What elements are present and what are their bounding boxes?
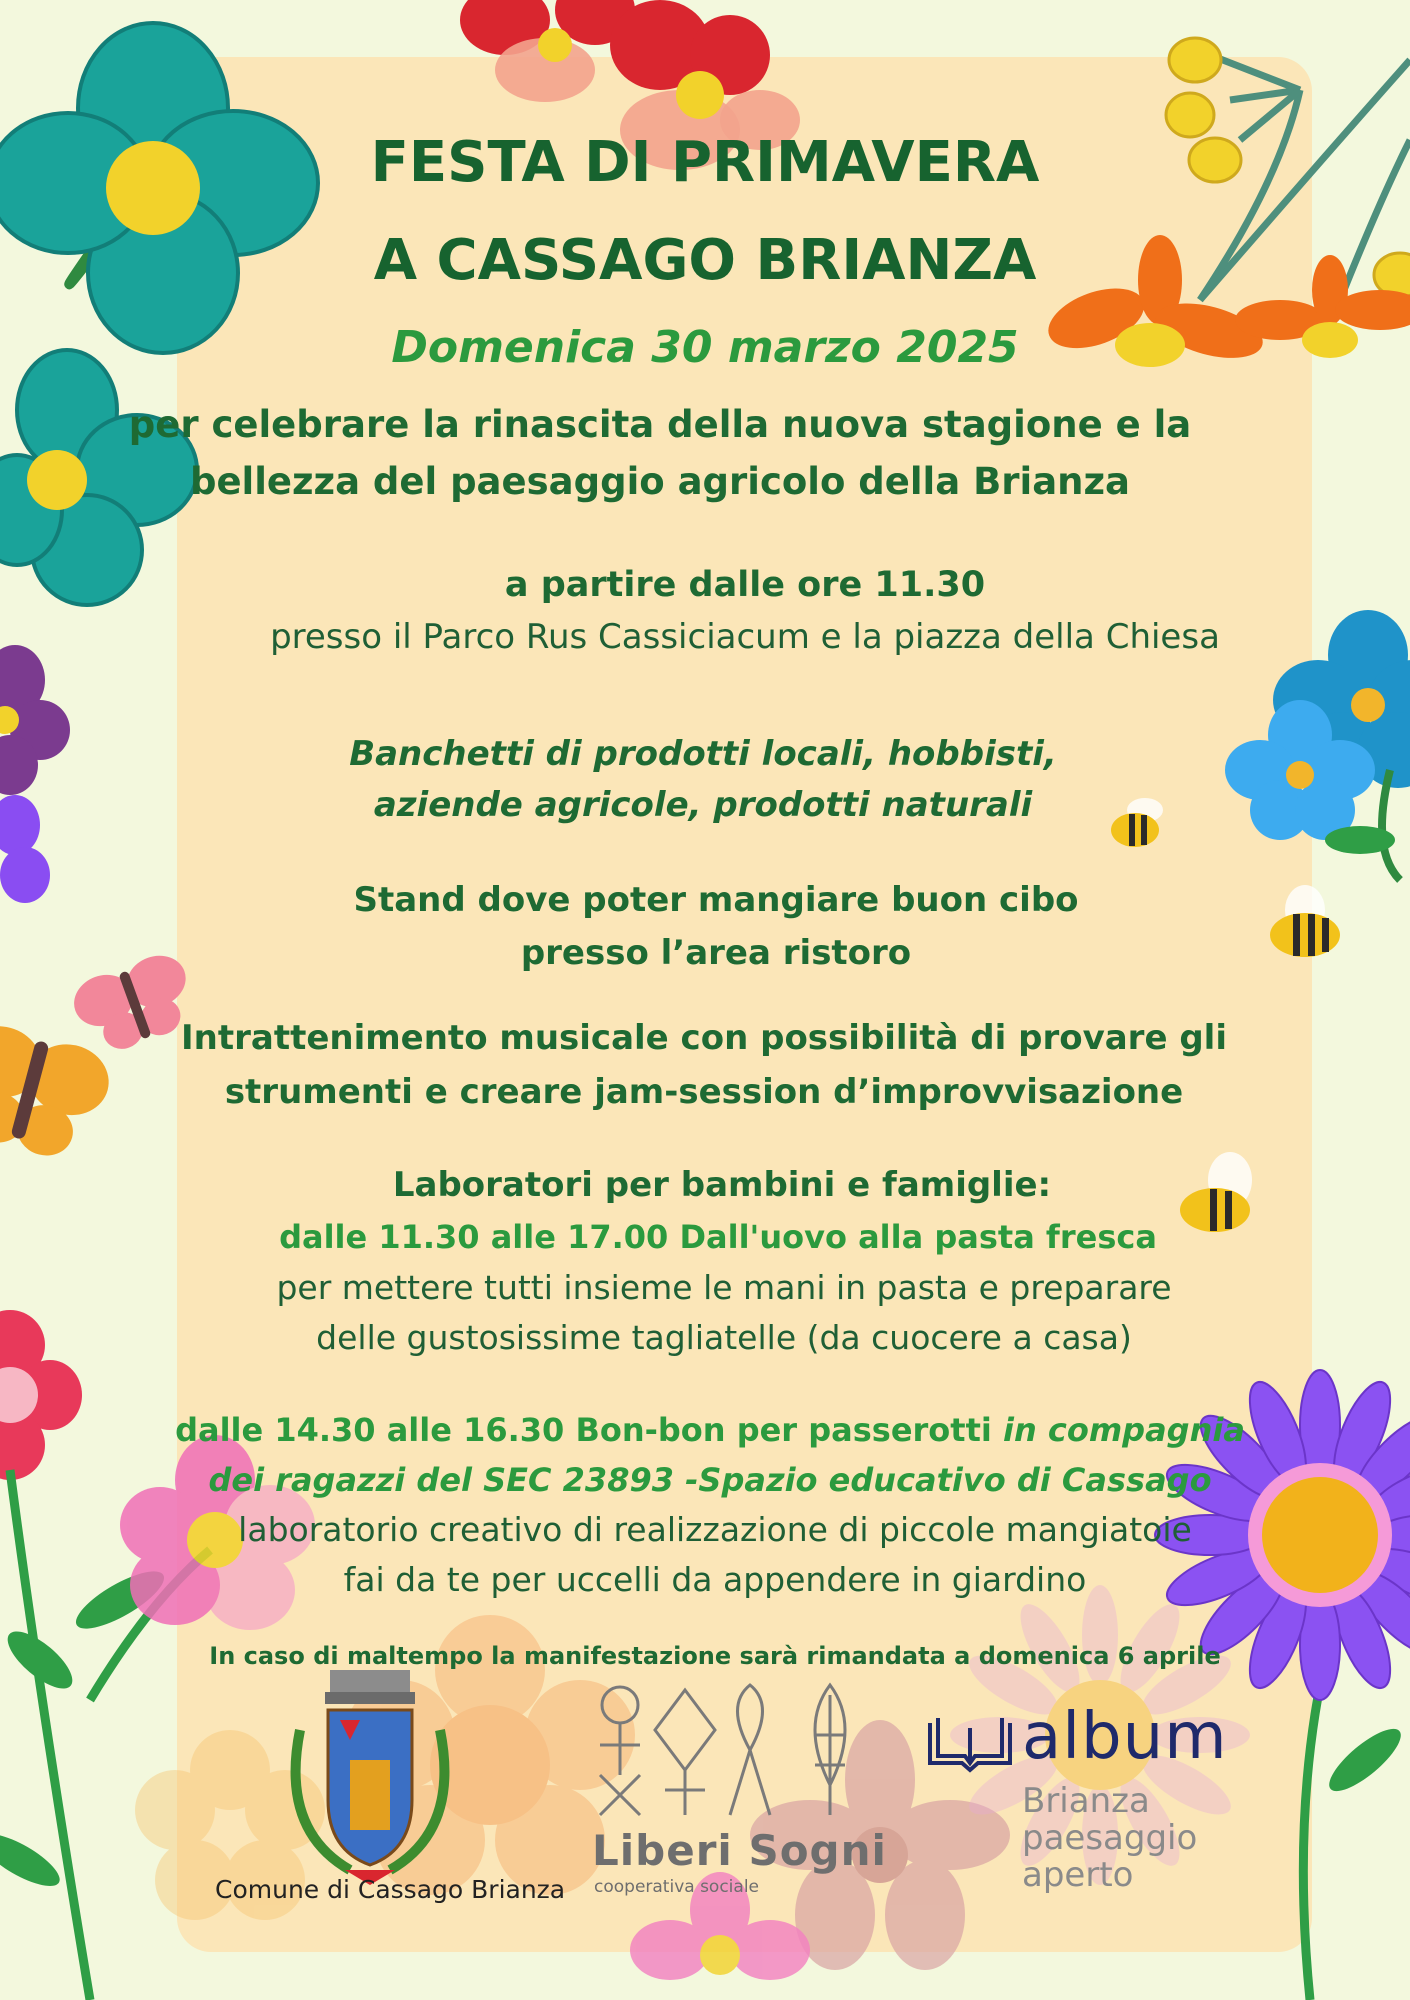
location: presso il Parco Rus Cassiciacum e la piazza della Chiesa xyxy=(270,617,1220,657)
stalls-line1: Banchetti di prodotti locali, hobbisti, xyxy=(349,734,1057,774)
album-paesaggio: paesaggio xyxy=(1022,1818,1198,1858)
album-logo-name: album xyxy=(1022,1700,1228,1774)
intro-line1: per celebrare la rinascita della nuova stagione e la xyxy=(128,403,1192,446)
weather-notice: In caso di maltempo la manifestazione sarà rimandata a domenica 6 aprile xyxy=(209,1642,1221,1670)
workshop2-desc-line2: fai da te per uccelli da appendere in giardino xyxy=(343,1560,1087,1599)
workshop1-desc-line1: per mettere tutti insieme le mani in pasta e preparare xyxy=(276,1268,1172,1307)
workshop2-time: dalle 14.30 alle 16.30 Bon-bon per passerotti xyxy=(175,1411,1003,1449)
stalls-line2: aziende agricole, prodotti naturali xyxy=(373,785,1033,825)
liberi-sogni-subtitle: cooperativa sociale xyxy=(594,1877,760,1897)
album-aperto: aperto xyxy=(1022,1855,1134,1895)
music-line1: Intrattenimento musicale con possibilità di provare gli xyxy=(181,1018,1227,1058)
liberi-sogni-glyphs-icon xyxy=(600,1685,845,1815)
workshop2-line2: dei ragazzi del SEC 23893 -Spazio educativo di Cassago xyxy=(208,1461,1212,1499)
workshops-heading: Laboratori per bambini e famiglie: xyxy=(392,1165,1052,1205)
red-flower-icon xyxy=(460,0,635,102)
intro-line2: bellezza del paesaggio agricolo della Brianza xyxy=(189,460,1131,503)
workshop2-desc-line1: laboratorio creativo di realizzazione di piccole mangiatoie xyxy=(238,1510,1192,1549)
workshop1-title: dalle 11.30 alle 17.00 Dall'uovo alla pasta fresca xyxy=(279,1218,1157,1256)
event-date: Domenica 30 marzo 2025 xyxy=(391,322,1019,373)
food-line2: presso l’area ristoro xyxy=(520,933,912,973)
liberi-sogni-name: Liberi Sogni xyxy=(592,1826,887,1875)
workshop2-company: in compagnia xyxy=(1002,1411,1245,1449)
music-line2: strumenti e creare jam-session d’improvvisazione xyxy=(224,1072,1184,1112)
event-title-line2: A CASSAGO BRIANZA xyxy=(373,228,1037,293)
food-line1: Stand dove poter mangiare buon cibo xyxy=(353,880,1079,920)
album-brianza: Brianza xyxy=(1022,1781,1150,1821)
start-time: a partire dalle ore 11.30 xyxy=(504,565,986,605)
workshop1-desc-line2: delle gustosissime tagliatelle (da cuocere a casa) xyxy=(316,1318,1132,1357)
workshop2-title xyxy=(5,1411,1410,1449)
event-title-line1: FESTA DI PRIMAVERA xyxy=(370,130,1040,195)
comune-label: Comune di Cassago Brianza xyxy=(215,1875,566,1904)
